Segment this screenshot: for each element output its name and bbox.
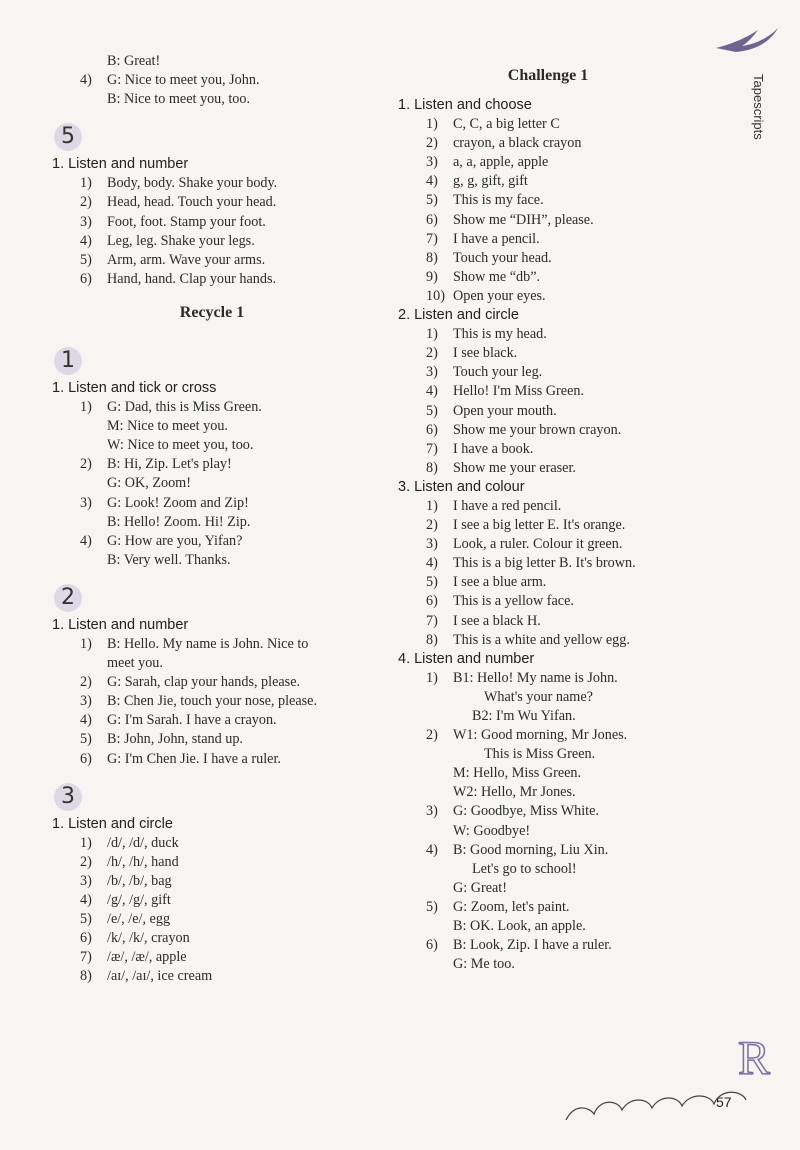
line-text: This is Miss Green. <box>484 746 596 763</box>
script-line <box>398 802 698 821</box>
script-line <box>52 929 372 948</box>
script-line <box>398 879 698 898</box>
item-number: 2) <box>426 345 438 362</box>
item-number: 3) <box>426 536 438 553</box>
line-text: B2: I'm Wu Yifan. <box>472 708 576 724</box>
svg-text:R: R <box>738 1034 771 1085</box>
script-line <box>398 421 698 440</box>
line-text: G: Great! <box>453 879 507 896</box>
item-number: 1) <box>426 497 438 514</box>
script-line <box>398 669 698 688</box>
script-line <box>398 592 698 611</box>
script-line <box>398 841 698 860</box>
script-line <box>398 497 698 516</box>
item-number: 5) <box>426 402 438 419</box>
script-line <box>398 688 698 707</box>
line-text: G: I'm Sarah. I have a crayon. <box>107 712 277 729</box>
script-line <box>52 52 372 71</box>
script-line <box>398 249 698 268</box>
item-number: 1) <box>426 669 438 686</box>
line-text: M: Nice to meet you. <box>107 418 228 435</box>
exercise-title: 1. Listen and tick or cross <box>52 379 217 396</box>
line-text: Touch your head. <box>453 249 552 266</box>
line-text: Open your eyes. <box>453 287 546 304</box>
line-text: /k/, /k/, crayon <box>107 930 190 947</box>
left-column <box>52 52 372 986</box>
line-text: B: Very well. Thanks. <box>107 551 231 568</box>
line-text: Open your mouth. <box>453 402 557 419</box>
item-number: 6) <box>426 937 438 954</box>
script-line <box>52 730 372 749</box>
item-number: 7) <box>80 949 92 966</box>
line-text: This is a white and yellow egg. <box>453 631 630 648</box>
line-text: G: Me too. <box>453 956 515 973</box>
script-line <box>398 211 698 230</box>
item-number: 4) <box>426 555 438 572</box>
bird-icon <box>712 20 782 60</box>
script-line <box>398 402 698 421</box>
item-number: 4) <box>80 532 92 549</box>
page-number: 57 <box>716 1094 732 1110</box>
exercise-title: 1. Listen and choose <box>398 97 532 113</box>
script-line <box>398 860 698 879</box>
script-line <box>398 268 698 287</box>
line-text: Look, a ruler. Colour it green. <box>453 536 623 553</box>
script-line <box>398 554 698 573</box>
item-number: 2) <box>426 517 438 534</box>
item-number: 4) <box>426 383 438 400</box>
line-text: Head, head. Touch your head. <box>107 194 277 211</box>
script-line <box>52 213 372 232</box>
unit-badge <box>52 580 372 616</box>
line-text: This is my face. <box>453 192 544 209</box>
script-line <box>398 726 698 745</box>
script-line <box>398 382 698 401</box>
unit-badge <box>52 119 372 155</box>
line-text: W: Goodbye! <box>453 822 531 839</box>
item-number: 4) <box>426 841 438 858</box>
line-text: G: Look! Zoom and Zip! <box>107 494 249 511</box>
script-line <box>398 955 698 974</box>
line-text: Body, body. Shake your body. <box>107 175 278 192</box>
line-text: W1: Good morning, Mr Jones. <box>453 727 628 744</box>
line-text: B: Hello! Zoom. Hi! Zip. <box>107 513 251 530</box>
item-number: 2) <box>80 194 92 211</box>
script-line <box>398 153 698 172</box>
line-text: /b/, /b/, bag <box>107 872 172 889</box>
line-text: Let's go to school! <box>472 860 577 877</box>
script-line <box>52 872 372 891</box>
script-line <box>52 635 372 654</box>
script-line <box>52 551 372 570</box>
script-line <box>52 398 372 417</box>
line-text: G: I'm Chen Jie. I have a ruler. <box>107 750 281 767</box>
script-line <box>398 230 698 249</box>
line-text: This is a big letter B. It's brown. <box>453 555 636 572</box>
script-line <box>398 115 698 134</box>
item-number: 5) <box>80 911 92 928</box>
line-text: W2: Hello, Mr Jones. <box>453 784 576 801</box>
item-number: 8) <box>426 249 438 266</box>
item-number: 1) <box>80 834 92 851</box>
exercise-title: 1. Listen and circle <box>52 815 173 832</box>
side-label: Tapescripts <box>751 74 766 140</box>
line-text: This is my head. <box>453 326 547 343</box>
script-line <box>398 573 698 592</box>
line-text: G: Zoom, let's paint. <box>453 898 570 915</box>
script-line <box>52 654 372 673</box>
right-column <box>398 52 698 974</box>
line-text: Arm, arm. Wave your arms. <box>107 251 266 268</box>
item-number: 2) <box>80 456 92 473</box>
line-text: B: Hi, Zip. Let's play! <box>107 456 232 473</box>
line-text: Show me your eraser. <box>453 459 576 476</box>
script-line <box>398 917 698 936</box>
script-line <box>52 750 372 769</box>
item-number: 6) <box>80 270 92 287</box>
section-heading: Recycle 1 <box>179 303 245 321</box>
item-number: 10) <box>426 287 445 304</box>
item-number: 6) <box>80 930 92 947</box>
item-number: 1) <box>80 635 92 652</box>
item-number: 3) <box>426 364 438 381</box>
line-text: B: John, John, stand up. <box>107 731 243 748</box>
item-number: 6) <box>80 750 92 767</box>
item-number: 6) <box>426 211 438 228</box>
item-number: 4) <box>426 173 438 190</box>
script-line <box>398 344 698 363</box>
line-text: I have a red pencil. <box>453 497 562 514</box>
script-line <box>52 513 372 532</box>
line-text: C, C, a big letter C <box>453 116 560 133</box>
line-text: B: Chen Jie, touch your nose, please. <box>107 693 318 710</box>
line-text: Hand, hand. Clap your hands. <box>107 270 277 287</box>
line-text: I see a big letter E. It's orange. <box>453 517 626 534</box>
line-text: Touch your leg. <box>453 364 543 381</box>
script-line <box>52 532 372 551</box>
line-text: G: Dad, this is Miss Green. <box>107 399 262 416</box>
item-number: 3) <box>426 803 438 820</box>
line-text: crayon, a black crayon <box>453 135 582 152</box>
line-text: Foot, foot. Stamp your foot. <box>107 213 266 230</box>
item-number: 5) <box>426 192 438 209</box>
unit-badge <box>52 779 372 815</box>
unit-number: 2 <box>54 584 82 612</box>
line-text: /æ/, /æ/, apple <box>107 949 187 966</box>
line-text: /h/, /h/, hand <box>107 853 179 870</box>
line-text: B: Look, Zip. I have a ruler. <box>453 937 612 954</box>
line-text: G: How are you, Yifan? <box>107 532 243 549</box>
item-number: 4) <box>80 72 92 89</box>
line-text: B: Great! <box>107 53 161 69</box>
script-line <box>398 191 698 210</box>
unit-number: 1 <box>54 347 82 375</box>
line-text: G: Nice to meet you, John. <box>107 72 260 89</box>
line-text: B1: Hello! My name is John. <box>453 669 618 686</box>
unit-badge <box>52 343 372 379</box>
exercise-title: 3. Listen and colour <box>398 478 525 495</box>
script-line <box>52 967 372 986</box>
item-number: 5) <box>426 574 438 591</box>
exercise-title: 1. Listen and number <box>52 616 189 633</box>
script-line <box>52 834 372 853</box>
line-text: g, g, gift, gift <box>453 173 528 190</box>
item-number: 1) <box>426 116 438 133</box>
script-line <box>52 232 372 251</box>
script-line <box>398 936 698 955</box>
line-text: Show me “DIH”, please. <box>453 211 594 228</box>
exercise-title: 2. Listen and circle <box>398 307 519 324</box>
script-line <box>52 673 372 692</box>
item-number: 7) <box>426 230 438 247</box>
script-line <box>52 251 372 270</box>
line-text: /aɪ/, /aɪ/, ice cream <box>107 968 213 985</box>
line-text: W: Nice to meet you, too. <box>107 437 254 454</box>
line-text: Show me your brown crayon. <box>453 421 622 438</box>
item-number: 1) <box>80 175 92 192</box>
script-line <box>398 440 698 459</box>
item-number: 7) <box>426 440 438 457</box>
script-line <box>52 193 372 212</box>
script-line <box>398 172 698 191</box>
section-heading: Challenge 1 <box>507 67 589 84</box>
line-text: G: OK, Zoom! <box>107 475 191 492</box>
line-text: I see a black H. <box>453 612 541 629</box>
script-line <box>52 455 372 474</box>
line-text: I see a blue arm. <box>453 574 547 591</box>
exercise-title: 4. Listen and number <box>398 650 535 667</box>
script-line <box>398 631 698 650</box>
line-text: a, a, apple, apple <box>453 154 549 171</box>
line-text: B: Hello. My name is John. Nice to <box>107 635 309 652</box>
item-number: 3) <box>80 494 92 511</box>
line-text: /d/, /d/, duck <box>107 834 179 851</box>
item-number: 2) <box>80 853 92 870</box>
script-line <box>398 516 698 535</box>
item-number: 8) <box>426 459 438 476</box>
line-text: M: Hello, Miss Green. <box>453 765 582 782</box>
item-number: 3) <box>80 872 92 889</box>
item-number: 8) <box>80 968 92 985</box>
line-text: What's your name? <box>484 688 593 705</box>
item-number: 5) <box>80 251 92 268</box>
script-line <box>52 174 372 193</box>
line-text: This is a yellow face. <box>453 593 574 610</box>
script-line <box>398 325 698 344</box>
script-line <box>52 474 372 493</box>
script-line <box>398 898 698 917</box>
script-line <box>398 745 698 764</box>
line-text: B: Good morning, Liu Xin. <box>453 841 609 858</box>
script-line <box>52 90 372 109</box>
script-line <box>52 853 372 872</box>
line-text: meet you. <box>107 655 163 672</box>
line-text: Hello! I'm Miss Green. <box>453 383 585 400</box>
item-number: 5) <box>426 898 438 915</box>
item-number: 3) <box>80 693 92 710</box>
script-line <box>398 707 698 726</box>
item-number: 4) <box>80 892 92 908</box>
item-number: 6) <box>426 593 438 610</box>
script-line <box>398 535 698 554</box>
line-text: G: Goodbye, Miss White. <box>453 803 599 820</box>
item-number: 3) <box>80 213 92 230</box>
script-line <box>398 363 698 382</box>
script-line <box>52 711 372 730</box>
script-line <box>52 910 372 929</box>
line-text: G: Sarah, clap your hands, please. <box>107 674 301 691</box>
unit-number: 5 <box>54 123 82 151</box>
script-line <box>398 287 698 306</box>
script-line <box>52 436 372 455</box>
script-line <box>52 71 372 90</box>
item-number: 4) <box>80 712 92 729</box>
line-text: Show me “db”. <box>453 268 541 285</box>
script-line <box>398 134 698 153</box>
item-number: 5) <box>80 731 92 748</box>
script-line <box>398 459 698 478</box>
script-line <box>52 417 372 436</box>
script-line <box>52 692 372 711</box>
line-text: Leg, leg. Shake your legs. <box>107 232 255 249</box>
item-number: 7) <box>426 612 438 629</box>
script-line <box>52 948 372 967</box>
line-text: /e/, /e/, egg <box>107 911 171 928</box>
item-number: 2) <box>80 674 92 691</box>
item-number: 1) <box>80 399 92 416</box>
script-line <box>398 764 698 783</box>
script-line <box>52 891 372 910</box>
item-number: 8) <box>426 631 438 648</box>
line-text: B: Nice to meet you, too. <box>107 91 251 108</box>
cloud-decoration-icon <box>560 1034 796 1134</box>
item-number: 2) <box>426 135 438 152</box>
item-number: 9) <box>426 268 438 285</box>
item-number: 2) <box>426 727 438 744</box>
script-line <box>398 822 698 841</box>
unit-number: 3 <box>54 783 82 811</box>
item-number: 4) <box>80 232 92 249</box>
script-line <box>52 494 372 513</box>
item-number: 3) <box>426 154 438 171</box>
line-text: I have a pencil. <box>453 230 540 247</box>
exercise-title: 1. Listen and number <box>52 156 189 173</box>
item-number: 1) <box>426 326 438 343</box>
script-line <box>52 270 372 289</box>
line-text: /g/, /g/, gift <box>107 892 171 908</box>
item-number: 6) <box>426 421 438 438</box>
line-text: B: OK. Look, an apple. <box>453 918 586 935</box>
line-text: I see black. <box>453 345 518 362</box>
script-line <box>398 783 698 802</box>
line-text: I have a book. <box>453 440 534 457</box>
script-line <box>398 612 698 631</box>
